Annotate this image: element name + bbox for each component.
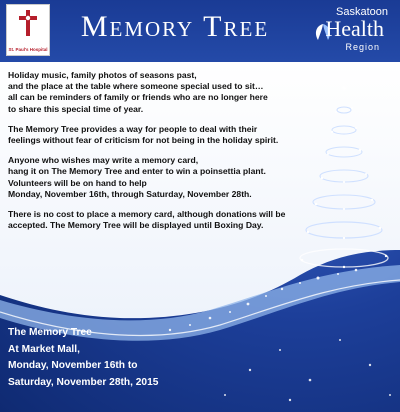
- event-details: [8, 325, 188, 391]
- paragraph-purpose: [8, 124, 308, 146]
- event-name: The Memory Tree: [8, 327, 92, 338]
- text-line: to share this special time of year.: [8, 103, 144, 114]
- paragraph-participation: [8, 155, 308, 200]
- st-pauls-hospital-logo: [6, 4, 50, 56]
- text-line: The Memory Tree provides a way for people to deal with their: [8, 123, 258, 134]
- cross-icon: [15, 8, 41, 38]
- left-logo-caption: St. Paul's Hospital: [8, 47, 48, 52]
- region-logo-line1: Saskatoon: [336, 6, 388, 18]
- text-line: Anyone who wishes may write a memory card,: [8, 155, 199, 166]
- text-line: all can be reminders of family or friends who are no longer here: [8, 92, 268, 103]
- text-line: Monday, November 16th, through Saturday, November 28th.: [8, 188, 252, 199]
- text-line: Holiday music, family photos of seasons past,: [8, 70, 197, 80]
- paragraph-intro: [8, 70, 308, 115]
- event-start-date: Monday, November 16th to: [8, 360, 138, 371]
- text-line: There is no cost to place a memory card, although donations will be: [8, 209, 286, 220]
- text-line: hang it on The Memory Tree and enter to win a poinsettia plant.: [8, 166, 266, 177]
- body-text: [8, 70, 308, 240]
- region-logo-line2: Health: [325, 16, 384, 41]
- page-title: Memory Tree: [80, 10, 270, 43]
- event-location: At Market Mall,: [8, 343, 80, 355]
- saskatoon-health-region-logo: [302, 6, 394, 58]
- text-line: accepted. The Memory Tree will be displayed until Boxing Day.: [8, 220, 264, 231]
- event-end-date: Saturday, November 28th, 2015: [8, 376, 159, 388]
- header-banner: [0, 0, 400, 62]
- text-line: feelings without fear of criticism for not being in the holiday spirit.: [8, 135, 279, 146]
- text-line: and the place at the table where someone special used to sit…: [8, 81, 264, 92]
- text-line: Volunteers will be on hand to help: [8, 177, 147, 188]
- region-logo-line3: Region: [345, 42, 380, 52]
- paragraph-cost: [8, 209, 308, 231]
